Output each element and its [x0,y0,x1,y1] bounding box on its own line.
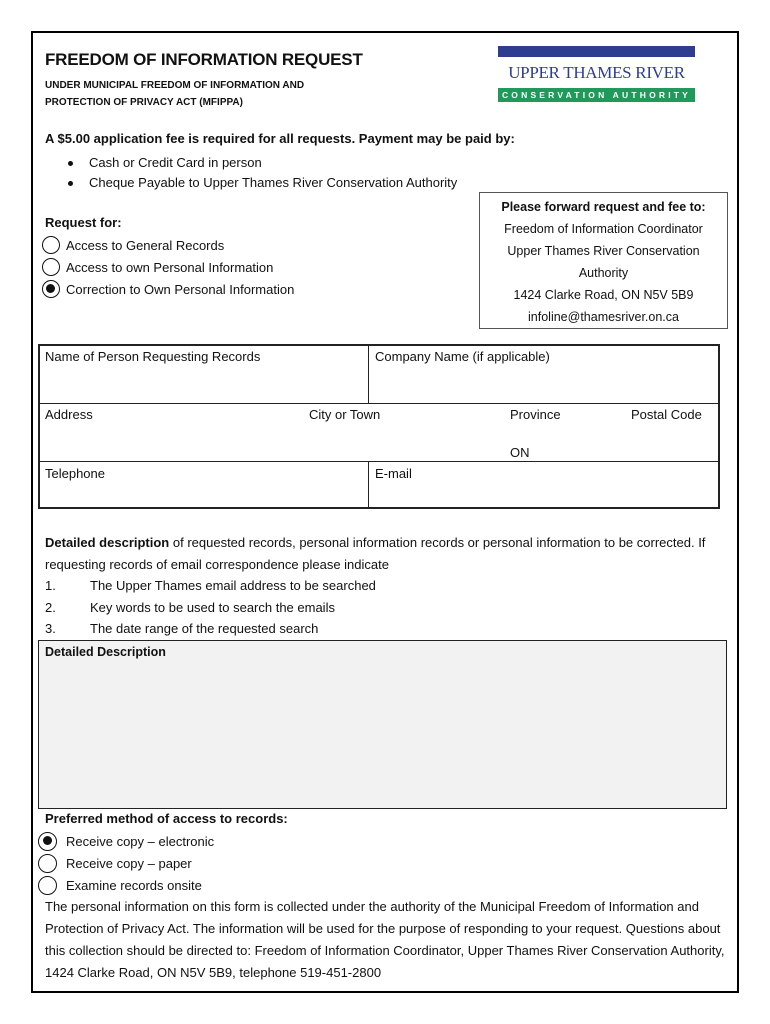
company-field[interactable]: Company Name (if applicable) [375,349,550,364]
payment-method-label: Cash or Credit Card in person [89,155,262,170]
detailed-description-label: Detailed Description [45,645,166,659]
table-divider [40,403,718,404]
radio-label: Access to General Records [66,237,225,253]
utrca-logo [498,46,695,103]
bullet-icon [68,181,73,186]
access-method-label: Preferred method of access to records: [45,811,288,826]
list-text: The date range of the requested search [90,621,319,636]
request-option-personal[interactable] [42,256,294,278]
bullet-icon [68,161,73,166]
list-text: The Upper Thames email address to be searched [90,578,376,593]
table-divider [368,461,369,509]
logo-subtitle: CONSERVATION AUTHORITY [498,88,695,102]
radio-label: Access to own Personal Information [66,259,274,275]
forward-line-2: Upper Thames River Conservation Authority [507,244,700,280]
email-field[interactable]: E-mail [375,466,412,481]
list-number: 2. [45,599,56,615]
telephone-field[interactable]: Telephone [45,466,105,481]
requester-info-table [38,344,720,509]
forward-email[interactable]: infoline@thamesriver.on.ca [528,310,679,324]
description-intro-bold: Detailed description [45,535,170,550]
payment-method-item [68,173,457,193]
request-option-general[interactable] [42,234,294,256]
logo-bar [498,46,695,57]
radio-label: Correction to Own Personal Information [66,281,295,297]
fee-notice: A $5.00 application fee is required for all requests. Payment may be paid by: [45,131,515,146]
name-field[interactable]: Name of Person Requesting Records [45,349,261,364]
radio-label: Receive copy – electronic [66,833,215,849]
payment-method-item [68,153,457,173]
request-for-label: Request for: [45,215,122,230]
list-number: 1. [45,578,56,593]
radio-button-selected[interactable] [38,832,57,851]
forward-heading: Please forward request and fee to: [501,200,706,214]
privacy-notice: The personal information on this form is collected under the authority of the Municipal Freedom of Information and Protection of Privacy Act. The information will be used for the purpose of responding to your request. Questions about this collection should be directed to: Freedom of Information Coordinator, Upper Thames River Conservation Authority, 1424 Clarke Road, ON N5V 5B9, telephone 519-451-2800 [45,899,725,980]
list-number: 3. [45,621,56,636]
radio-button-selected[interactable] [42,280,60,298]
access-method-options [38,830,214,896]
province-value[interactable]: ON [510,445,530,460]
description-requirements [45,575,376,640]
forward-line-3: 1424 Clarke Road, ON N5V 5B9 [513,288,694,302]
list-item [45,575,376,597]
list-item [45,597,376,619]
access-option-onsite[interactable] [38,874,214,896]
radio-button[interactable] [42,258,60,276]
table-divider [40,461,718,462]
radio-button[interactable] [38,876,57,895]
description-intro-text: of requested records, personal information records or personal information to be corrected. If requesting records of email correspondence please indicate [45,535,706,572]
forward-address-box [479,192,728,329]
radio-label: Examine records onsite [66,877,202,893]
subtitle-line-2: PROTECTION OF PRIVACY ACT (MFIPPA) [45,97,243,108]
city-field[interactable]: City or Town [309,407,381,422]
detailed-description-field[interactable] [38,640,727,809]
table-divider [368,346,369,403]
form-subtitle [45,77,375,111]
logo-name: UPPER THAMES RIVER [508,63,685,82]
payment-methods [68,153,457,193]
form-title: FREEDOM OF INFORMATION REQUEST [45,50,363,69]
address-field[interactable]: Address [45,407,93,422]
description-instructions [45,532,715,576]
request-option-correction[interactable] [42,278,294,300]
radio-button[interactable] [42,236,60,254]
list-item [45,618,376,640]
radio-label: Receive copy – paper [66,855,192,871]
access-option-paper[interactable] [38,852,214,874]
list-text: Key words to be used to search the emails [90,599,335,615]
postal-code-field[interactable]: Postal Code [631,407,702,422]
forward-line-1: Freedom of Information Coordinator [504,222,703,236]
payment-method-label: Cheque Payable to Upper Thames River Conservation Authority [89,175,458,190]
radio-button[interactable] [38,854,57,873]
access-option-electronic[interactable] [38,830,214,852]
subtitle-line-1: UNDER MUNICIPAL FREEDOM OF INFORMATION AND [45,80,305,91]
province-field[interactable]: Province [510,407,561,422]
request-type-options [42,234,294,300]
